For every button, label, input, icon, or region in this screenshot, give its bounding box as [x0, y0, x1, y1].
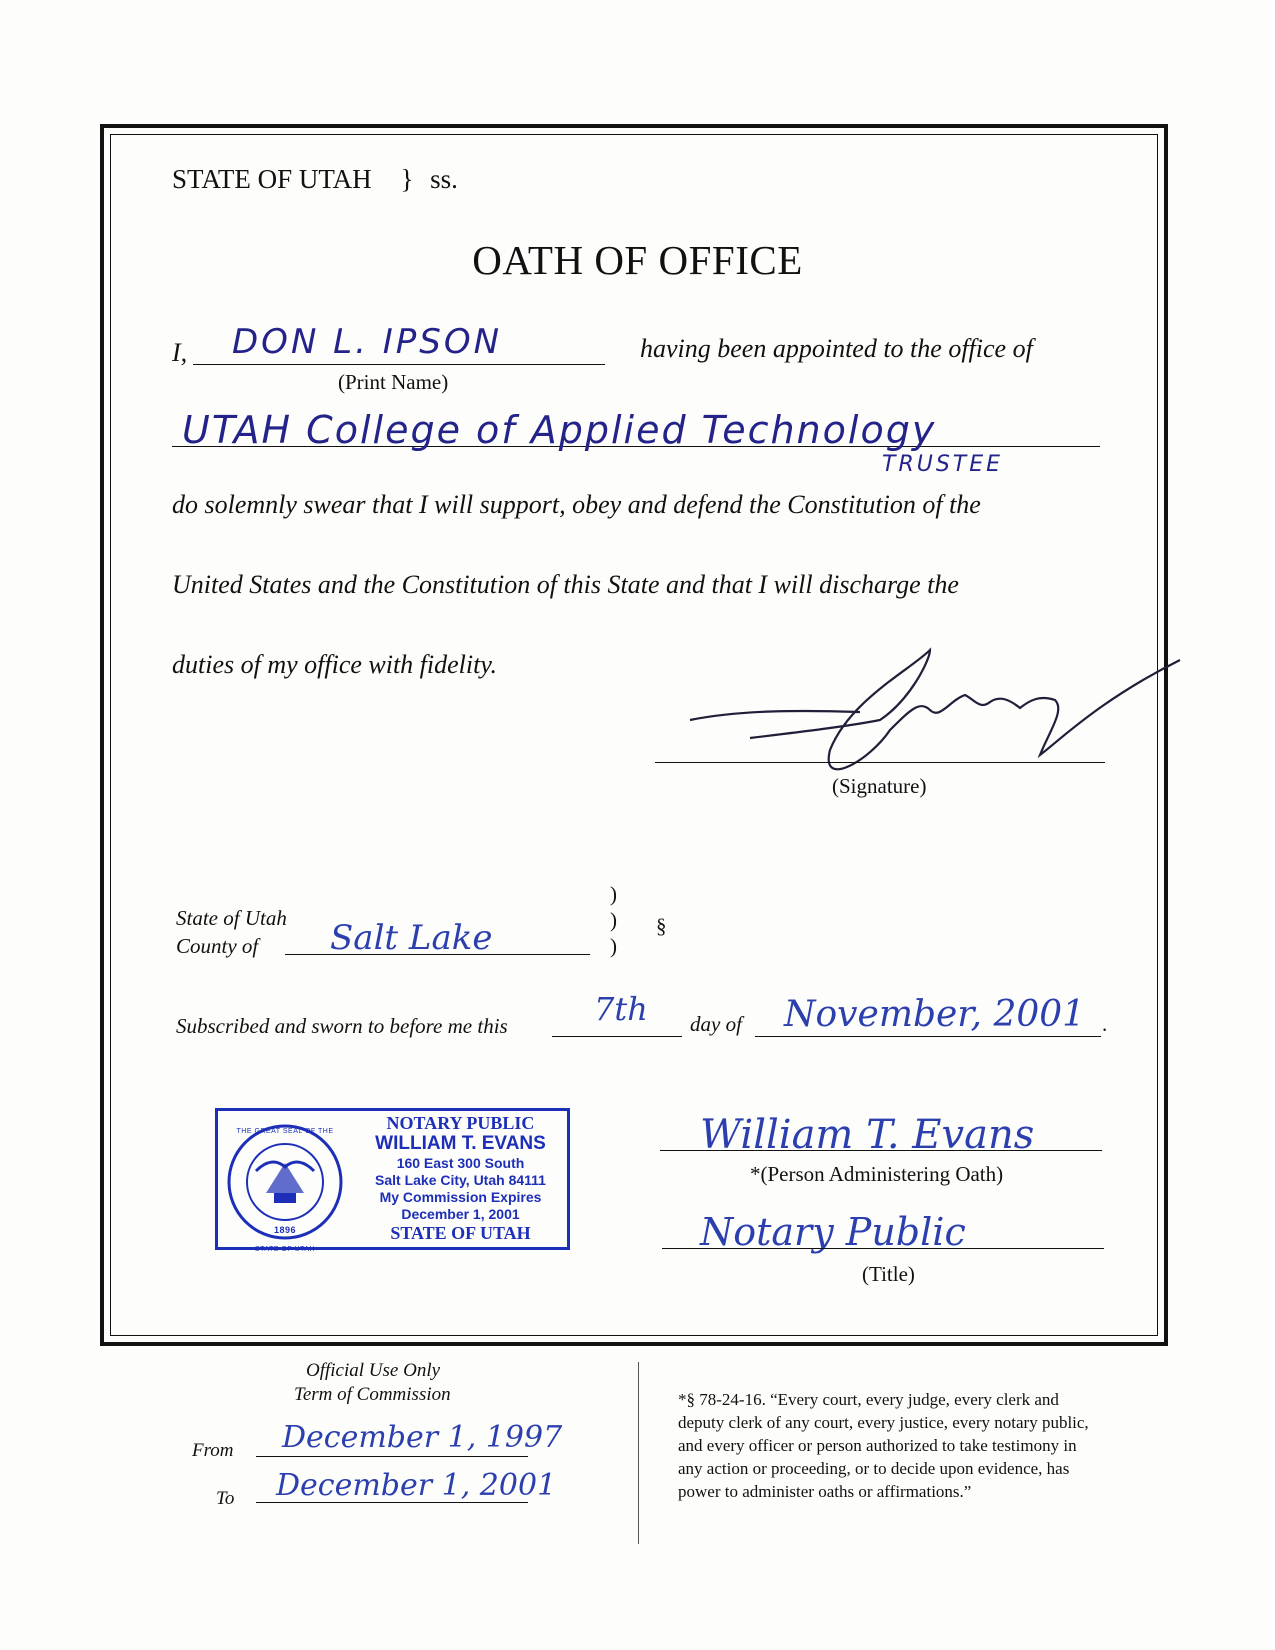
stamp-line-3: 160 East 300 South: [396, 1155, 525, 1171]
title-line: [662, 1248, 1104, 1249]
from-line: [256, 1456, 528, 1457]
appointed-text: having been appointed to the office of: [640, 334, 1033, 363]
oath-line-1: do solemnly swear that I will support, obey and defend the Constitution of the: [172, 490, 981, 519]
footnote-line-3: and every officer or person authorized to take testimony in: [678, 1436, 1077, 1455]
from-label: From: [192, 1440, 234, 1461]
venue-state-label: State of Utah: [176, 906, 287, 930]
footnote-line-1: *§ 78-24-16. “Every court, every judge, every clerk and: [678, 1390, 1059, 1409]
oath-prefix: I,: [172, 338, 188, 367]
state-label: STATE OF UTAH: [172, 164, 372, 194]
oath-line-2: United States and the Constitution of this State and that I will discharge the: [172, 570, 959, 599]
administrator-line: [660, 1150, 1102, 1151]
office-handwritten: UTAH College of Applied Technology: [182, 408, 937, 452]
venue-paren-3: ): [610, 934, 617, 958]
state-seal-icon: [226, 1123, 344, 1241]
venue-county-label: County of: [176, 934, 259, 958]
title-handwritten: Notary Public: [700, 1210, 966, 1254]
sworn-period: .: [1102, 1012, 1108, 1036]
from-value: December 1, 1997: [282, 1420, 563, 1455]
brace: }: [400, 164, 414, 194]
day-line: [552, 1036, 682, 1037]
statute-footnote: [678, 1388, 1089, 1503]
footnote-line-4: any action or proceeding, or to decide upon evidence, has: [678, 1459, 1070, 1478]
date-handwritten: November, 2001: [784, 994, 1086, 1035]
oath-signature-graphic: [680, 640, 1200, 790]
month-line: [755, 1036, 1101, 1037]
to-value: December 1, 2001: [276, 1468, 557, 1503]
term-heading: Term of Commission: [294, 1384, 451, 1405]
signature-line: [655, 762, 1105, 763]
stamp-line-7: STATE OF UTAH: [390, 1223, 531, 1243]
footnote-line-2: deputy clerk of any court, every justice, every notary public,: [678, 1413, 1089, 1432]
venue-paren-2: ): [610, 908, 617, 932]
footnote-line-5: power to administer oaths or affirmations.”: [678, 1482, 972, 1501]
stamp-line-5: My Commission Expires: [379, 1189, 542, 1205]
office-suffix-handwritten: TRUSTEE: [882, 452, 1004, 477]
footer-divider: [638, 1362, 639, 1544]
oath-line-3: duties of my office with fidelity.: [172, 650, 497, 679]
stamp-line-2: WILLIAM T. EVANS: [375, 1133, 546, 1154]
day-handwritten: 7th: [594, 990, 648, 1028]
name-line: [193, 364, 605, 365]
stamp-line-6: December 1, 2001: [401, 1206, 520, 1222]
name-handwritten: DON L. IPSON: [232, 322, 503, 362]
seal-year: 1896: [273, 1225, 297, 1235]
to-label: To: [216, 1488, 235, 1509]
administrator-signature: William T. Evans: [700, 1112, 1035, 1158]
stamp-line-4: Salt Lake City, Utah 84111: [375, 1172, 546, 1188]
seal-ring-text: THE GREAT SEAL OF THE STATE OF UTAH: [236, 1128, 334, 1253]
county-handwritten: Salt Lake: [330, 918, 493, 958]
ss-label: ss.: [430, 164, 458, 194]
official-use-heading: Official Use Only: [306, 1360, 441, 1381]
sworn-prefix: Subscribed and sworn to before me this: [176, 1014, 508, 1038]
title-label: (Title): [862, 1262, 915, 1286]
stamp-line-1: NOTARY PUBLIC: [386, 1113, 535, 1133]
venue-section-symbol: §: [656, 914, 667, 938]
state-heading: [172, 164, 458, 195]
signature-label: (Signature): [832, 774, 927, 798]
page-title: OATH OF OFFICE: [472, 237, 803, 283]
print-name-label: (Print Name): [338, 370, 449, 394]
venue-paren-1: ): [610, 882, 617, 906]
administrator-label: *(Person Administering Oath): [750, 1162, 1004, 1186]
notary-stamp: [215, 1108, 570, 1253]
sworn-day-of: day of: [690, 1012, 742, 1036]
